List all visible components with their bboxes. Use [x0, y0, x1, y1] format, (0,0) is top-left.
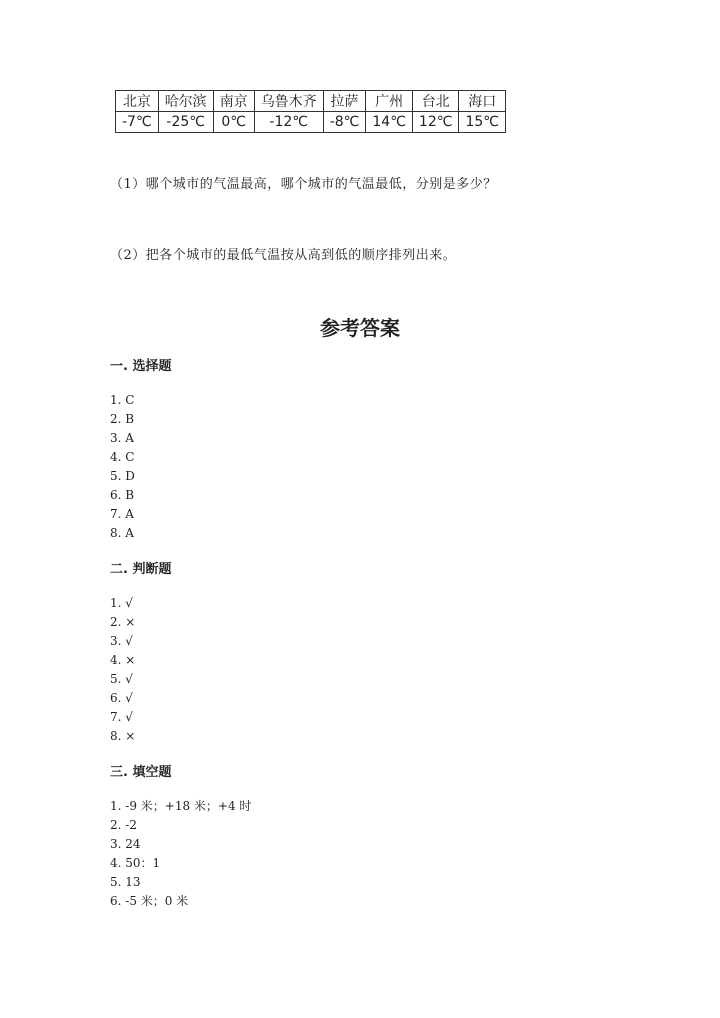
section-heading: 三. 填空题 [110, 765, 172, 780]
answer-item: 1. √ [110, 596, 133, 610]
answer-item: 2. × [110, 615, 136, 629]
answer-list [110, 391, 610, 543]
answer-item: 5. √ [110, 672, 133, 686]
answer-list [110, 797, 610, 911]
temperature-cell: 0℃ [213, 112, 254, 133]
answer-item: 2. B [110, 412, 135, 426]
answer-item: 8. × [110, 729, 136, 743]
answer-item: 7. √ [110, 710, 133, 724]
section-heading: 一. 选择题 [110, 359, 172, 374]
answer-item: 3. A [110, 431, 134, 445]
city-cell: 南京 [213, 91, 254, 112]
temperature-cell: -12℃ [254, 112, 323, 133]
answer-item: 6. √ [110, 691, 133, 705]
answer-item: 7. A [110, 507, 134, 521]
answer-item: 1. -9 米；+18 米；+4 时 [110, 799, 252, 813]
answer-item: 3. 24 [110, 837, 141, 851]
city-cell: 乌鲁木齐 [254, 91, 323, 112]
temperature-table [115, 90, 506, 133]
city-row [116, 91, 506, 112]
answer-list [110, 594, 610, 746]
temperature-row [116, 112, 506, 133]
answer-item: 3. √ [110, 634, 133, 648]
answer-item: 2. -2 [110, 818, 137, 832]
answer-item: 5. 13 [110, 875, 141, 889]
question-2: （2）把各个城市的最低气温按从高到低的顺序排列出来。 [110, 248, 457, 263]
section-heading: 二. 判断题 [110, 562, 172, 577]
temperature-cell: 12℃ [412, 112, 459, 133]
temperature-cell: -8℃ [323, 112, 366, 133]
city-cell: 北京 [116, 91, 159, 112]
temperature-cell: -7℃ [116, 112, 159, 133]
temperature-cell: 14℃ [366, 112, 413, 133]
answer-item: 4. × [110, 653, 136, 667]
answer-title: 参考答案 [320, 316, 400, 340]
answer-item: 4. 50：1 [110, 856, 161, 870]
city-cell: 哈尔滨 [158, 91, 213, 112]
answer-item: 8. A [110, 526, 134, 540]
city-cell: 台北 [412, 91, 459, 112]
section-fill-in-blank [110, 763, 610, 911]
answer-item: 6. B [110, 488, 135, 502]
city-cell: 海口 [459, 91, 506, 112]
city-cell: 广州 [366, 91, 413, 112]
temperature-cell: -25℃ [158, 112, 213, 133]
city-cell: 拉萨 [323, 91, 366, 112]
section-multiple-choice [110, 357, 610, 543]
answer-item: 5. D [110, 469, 135, 483]
question-1: （1）哪个城市的气温最高，哪个城市的气温最低，分别是多少？ [110, 177, 497, 192]
answer-item: 6. -5 米；0 米 [110, 894, 189, 908]
answer-item: 1. C [110, 393, 135, 407]
temperature-cell: 15℃ [459, 112, 506, 133]
section-true-false [110, 560, 610, 746]
answer-item: 4. C [110, 450, 135, 464]
